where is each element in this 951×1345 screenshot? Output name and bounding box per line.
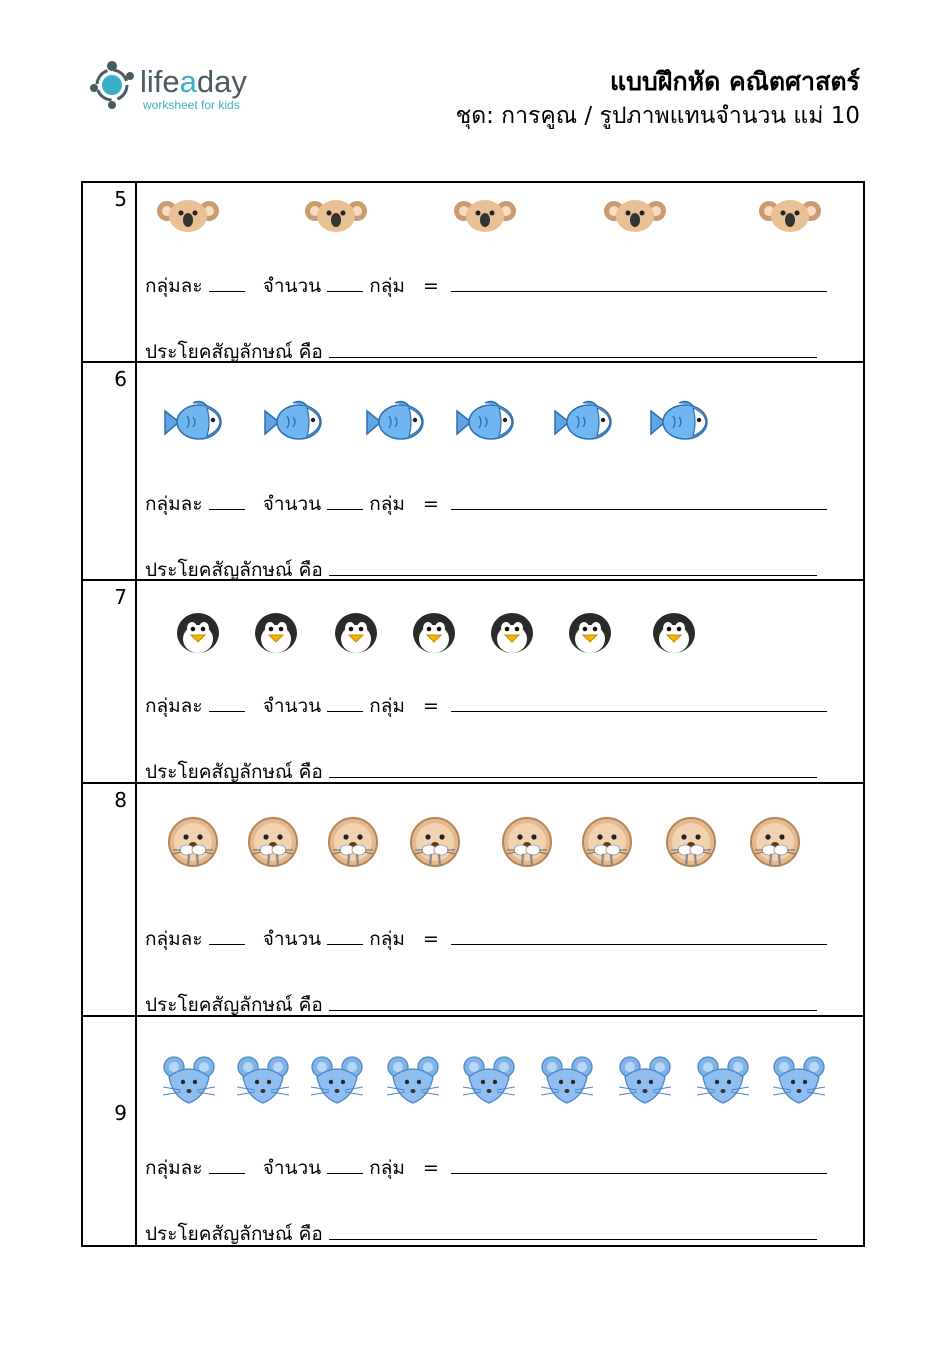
answer-blank[interactable] <box>451 693 827 712</box>
mouse-icon <box>161 1055 217 1111</box>
question-number: 6 <box>82 362 136 580</box>
mouse-icon <box>771 1055 827 1111</box>
sentence-line: ประโยคสัญลักษณ์ คือ <box>145 757 817 787</box>
penguin-icon <box>175 611 221 659</box>
question-row <box>82 182 864 362</box>
mouse-icon <box>539 1055 595 1111</box>
logo-text: lifeaday <box>140 64 247 99</box>
fish-icon <box>649 397 711 451</box>
question-row <box>82 362 864 580</box>
question-cell <box>136 182 864 362</box>
answer-blank[interactable] <box>327 693 363 712</box>
multiplication-line: กลุ่มละ จำนวน กลุ่ม = <box>145 924 827 954</box>
walrus-icon <box>665 816 717 876</box>
answer-blank[interactable] <box>329 1221 817 1240</box>
penguin-icon <box>567 611 613 659</box>
answer-blank[interactable] <box>329 339 817 358</box>
question-row <box>82 1016 864 1246</box>
walrus-icon <box>581 816 633 876</box>
answer-blank[interactable] <box>329 557 817 576</box>
molecule-logo-icon <box>88 60 138 110</box>
multiplication-line: กลุ่มละ จำนวน กลุ่ม = <box>145 271 827 301</box>
question-number: 8 <box>82 783 136 1016</box>
answer-blank[interactable] <box>451 491 827 510</box>
icon-row <box>137 363 863 453</box>
fish-icon <box>365 397 427 451</box>
answer-blank[interactable] <box>209 1155 245 1174</box>
icon-row <box>137 784 863 874</box>
multiplication-line: กลุ่มละ จำนวน กลุ่ม = <box>145 1153 827 1183</box>
mouse-icon <box>617 1055 673 1111</box>
koala-icon <box>454 195 516 239</box>
koala-icon <box>759 195 821 239</box>
icon-row <box>137 183 863 273</box>
penguin-icon <box>651 611 697 659</box>
fish-icon <box>553 397 615 451</box>
mouse-icon <box>235 1055 291 1111</box>
mouse-icon <box>385 1055 441 1111</box>
mouse-icon <box>309 1055 365 1111</box>
question-cell <box>136 580 864 783</box>
sentence-line: ประโยคสัญลักษณ์ คือ <box>145 990 817 1020</box>
question-cell <box>136 1016 864 1246</box>
penguin-icon <box>253 611 299 659</box>
question-cell <box>136 783 864 1016</box>
page-subtitle: ชุด: การคูณ / รูปภาพแทนจำนวน แม่ 10 <box>455 103 860 129</box>
answer-blank[interactable] <box>327 1155 363 1174</box>
koala-icon <box>157 195 219 239</box>
mouse-icon <box>695 1055 751 1111</box>
logo <box>88 60 278 116</box>
question-number: 5 <box>82 182 136 362</box>
penguin-icon <box>489 611 535 659</box>
walrus-icon <box>167 816 219 876</box>
sentence-line: ประโยคสัญลักษณ์ คือ <box>145 337 817 367</box>
koala-icon <box>604 195 666 239</box>
logo-subtitle: worksheet for kids <box>143 98 240 112</box>
page-title: แบบฝึกหัด คณิตศาสตร์ <box>609 67 860 96</box>
worksheet-table <box>81 181 865 1247</box>
walrus-icon <box>247 816 299 876</box>
koala-icon <box>305 195 367 239</box>
sentence-line: ประโยคสัญลักษณ์ คือ <box>145 1219 817 1249</box>
answer-blank[interactable] <box>451 926 827 945</box>
question-cell <box>136 362 864 580</box>
question-row <box>82 580 864 783</box>
question-number: 7 <box>82 580 136 783</box>
answer-blank[interactable] <box>209 273 245 292</box>
multiplication-line: กลุ่มละ จำนวน กลุ่ม = <box>145 691 827 721</box>
fish-icon <box>455 397 517 451</box>
answer-blank[interactable] <box>329 759 817 778</box>
answer-blank[interactable] <box>209 491 245 510</box>
fish-icon <box>263 397 325 451</box>
walrus-icon <box>501 816 553 876</box>
multiplication-line: กลุ่มละ จำนวน กลุ่ม = <box>145 489 827 519</box>
walrus-icon <box>409 816 461 876</box>
sentence-line: ประโยคสัญลักษณ์ คือ <box>145 555 817 585</box>
mouse-icon <box>461 1055 517 1111</box>
answer-blank[interactable] <box>327 273 363 292</box>
penguin-icon <box>411 611 457 659</box>
fish-icon <box>163 397 225 451</box>
icon-row <box>137 581 863 671</box>
answer-blank[interactable] <box>209 926 245 945</box>
icon-row <box>137 1017 863 1107</box>
walrus-icon <box>327 816 379 876</box>
penguin-icon <box>333 611 379 659</box>
question-number: 9 <box>82 1016 136 1246</box>
answer-blank[interactable] <box>327 926 363 945</box>
answer-blank[interactable] <box>327 491 363 510</box>
answer-blank[interactable] <box>451 1155 827 1174</box>
answer-blank[interactable] <box>329 992 817 1011</box>
question-row <box>82 783 864 1016</box>
walrus-icon <box>749 816 801 876</box>
answer-blank[interactable] <box>209 693 245 712</box>
answer-blank[interactable] <box>451 273 827 292</box>
